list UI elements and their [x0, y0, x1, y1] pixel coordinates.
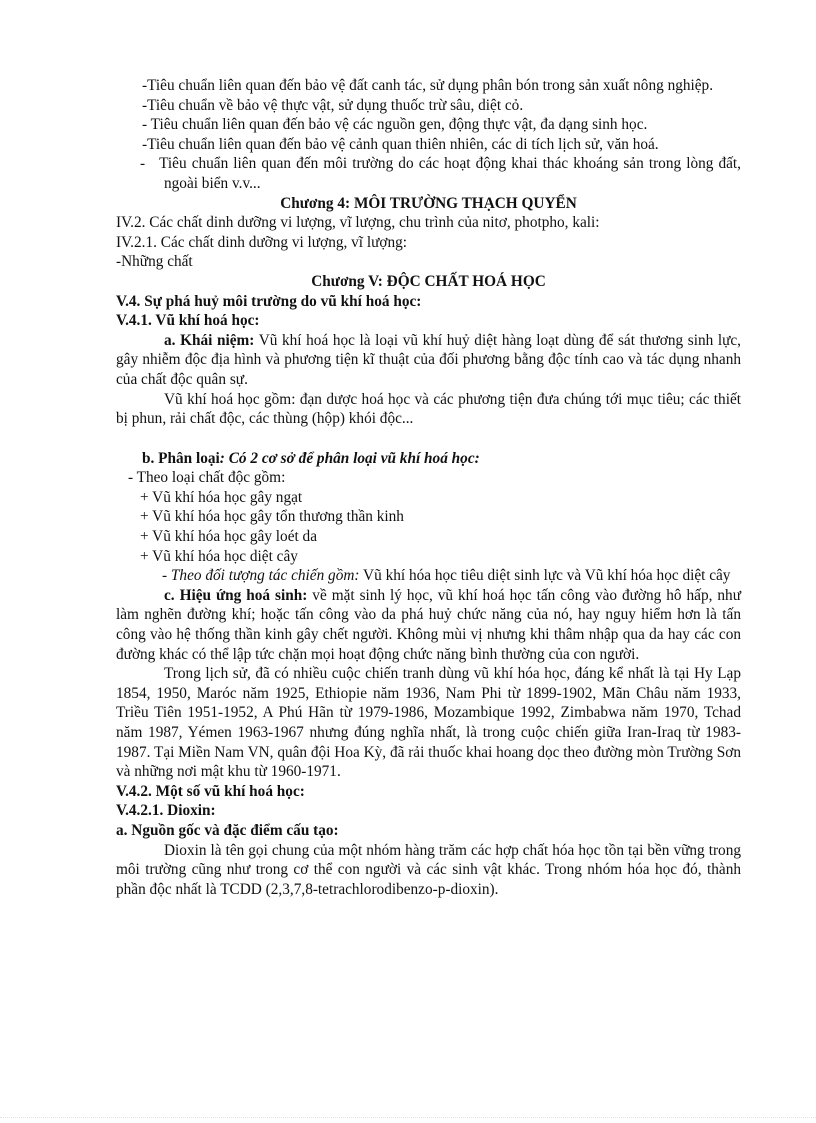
intro-item-3: - Tiêu chuẩn liên quan đến bảo vệ các nguồn gen, động thực vật, đa dạng sinh học.: [142, 116, 648, 134]
intro-item-2: -Tiêu chuẩn về bảo vệ thực vật, sử dụng thuốc trừ sâu, diệt cỏ.: [142, 96, 524, 114]
intro-item-4: -Tiêu chuẩn liên quan đến bảo vệ cảnh quan thiên nhiên, các di tích lịch sử, văn hoá.: [142, 135, 659, 153]
history-paragraph: Trong lịch sử, đã có nhiều cuộc chiến tranh dùng vũ khí hóa học, đáng kể nhất là tại Hy Lạp 1854, 1950, Maróc năm 1925, Ethiopie năm 1936, Nam Phi từ 1899-1902, Mãn Châu năm 1933, Triều Tiên 1951-1952, A Phú Hãn từ 1979-1986, Mozambique 1992, Zimbabwa năm 1970, Tchad năm 1987, Yémen 1963-1967 nhưng đúng nghĩa nhất, là trong cuộc chiến giữa Iran-Iraq từ 1983-1987. Tại Miền Nam VN, quân đội Hoa Kỳ, đã rải thuốc khai hoang dọc theo đường mòn Trường Sơn và những nơi mật khu từ 1960-1971.: [116, 665, 741, 781]
spacer: [116, 429, 741, 449]
concept-label: a. Khái niệm:: [164, 331, 255, 349]
classify-label: b. Phân loại: [142, 449, 220, 467]
chapter4-title: Chương 4: MÔI TRƯỜNG THẠCH QUYỂN: [280, 194, 577, 212]
concept-text: Vũ khí hoá học là loại vũ khí huỷ diệt hàng loạt dùng để sát thương sinh lực, gây nhiễm độc địa hình và phương tiện kĩ thuật của đối phương bằng độc tính cao và tác dụng nhanh của chất độc quân sự.: [116, 331, 742, 388]
document-page: [116, 76, 741, 899]
effect-label: c. Hiệu ứng hoá sinh:: [164, 586, 308, 604]
effect-text: về mặt sinh lý học, vũ khí hoá học tấn công vào đường hô hấp, như làm nghẽn đường khí; hoặc tấn công vào da phá huỷ chức năng của nó, hay nguy hiểm hơn là tấn công vào hệ thống thần kinh gây chết người. Không mùi vị nhưng khi thâm nhập qua da hay các con đường khác có thể lập tức chặn mọi hoạt động chức năng bình thường của con người.: [116, 586, 741, 663]
intro-item-5-text: Tiêu chuẩn liên quan đến môi trường do các hoạt động khai thác khoáng sản trong lòng đất, ngoài biển v.v...: [159, 155, 741, 192]
section-v421-heading: V.4.2.1. Dioxin:: [116, 802, 216, 820]
intro-item-5: [116, 154, 741, 193]
concept-paragraph: [116, 331, 741, 390]
chapter4-line-3: -Những chất: [116, 253, 193, 271]
section-v41-heading: V.4.1. Vũ khí hoá học:: [116, 312, 260, 330]
by-type-heading: - Theo loại chất độc gồm:: [128, 469, 286, 487]
type-item-3: + Vũ khí hóa học gây loét da: [140, 528, 317, 546]
section-v42-heading: V.4.2. Một số vũ khí hoá học:: [116, 782, 305, 800]
type-item-1: + Vũ khí hóa học gây ngạt: [140, 488, 303, 506]
by-target-text: Vũ khí hóa học tiêu diệt sinh lực và Vũ khí hóa học diệt cây: [359, 567, 731, 585]
chapter5-title: Chương V: ĐỘC CHẤT HOÁ HỌC: [311, 272, 546, 290]
type-item-4: + Vũ khí hóa học diệt cây: [140, 547, 298, 565]
page-bottom-divider: [0, 1117, 816, 1118]
chapter4-line-1: IV.2. Các chất dinh dưỡng vi lượng, vĩ lượng, chu trình của nitơ, photpho, kali:: [116, 214, 600, 232]
type-item-2: + Vũ khí hóa học gây tổn thương thần kinh: [140, 508, 404, 526]
dioxin-paragraph: Dioxin là tên gọi chung của một nhóm hàng trăm các hợp chất hóa học tồn tại bền vững trong môi trường cũng như trong cơ thể con người và các sinh vật khác. Trong nhóm hóa học đó, thành phần độc nhất là TCDD (2,3,7,8-tetrachlorodibenzo-p-dioxin).: [116, 841, 741, 898]
chapter4-line-2: IV.2.1. Các chất dinh dưỡng vi lượng, vĩ lượng:: [116, 233, 408, 251]
includes-paragraph: Vũ khí hoá học gồm: đạn dược hoá học và các phương tiện đưa chúng tới mục tiêu; các thiết bị phun, rải chất độc, các thùng (hộp) khói độc...: [116, 390, 741, 428]
intro-item-1: -Tiêu chuẩn liên quan đến bảo vệ đất canh tác, sử dụng phân bón trong sản xuất nông nghiệp.: [142, 77, 714, 94]
classify-heading: [116, 449, 741, 469]
intro-item-5-dash: -: [140, 155, 146, 173]
section-v4-heading: V.4. Sự phá huỷ môi trường do vũ khí hoá học:: [116, 292, 422, 310]
by-target-paragraph: [116, 566, 741, 586]
classify-italic: : Có 2 cơ sở để phân loại vũ khí hoá học:: [219, 449, 480, 467]
by-target-label: - Theo đối tượng tác chiến gồm:: [162, 567, 360, 585]
origin-heading: a. Nguồn gốc và đặc điểm cấu tạo:: [116, 821, 339, 839]
effect-paragraph: [116, 586, 741, 664]
